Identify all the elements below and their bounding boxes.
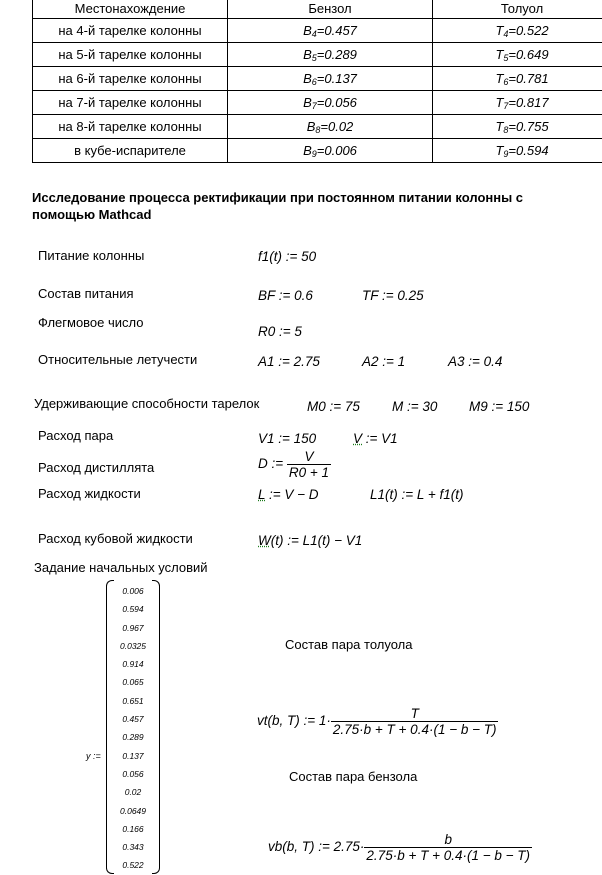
benzene-value: =0.137 [317, 71, 357, 86]
y-vector-item: 0.914 [114, 655, 152, 673]
y-vector[interactable] [106, 580, 160, 868]
benzene-value: =0.289 [317, 47, 357, 62]
vt-formula[interactable] [257, 706, 498, 737]
y-vector-item: 0.02 [114, 783, 152, 801]
l-rhs: := V − D [265, 487, 318, 502]
distillate-label: Расход дистиллята [38, 460, 154, 475]
toluene-cell [433, 139, 602, 163]
r0-formula[interactable]: R0 := 5 [258, 324, 302, 339]
toluene-symbol: T [495, 71, 503, 86]
location-cell: на 6-й тарелке колонны [33, 67, 228, 91]
y-vector-item: 0.457 [114, 710, 152, 728]
location-cell: на 4-й тарелке колонны [33, 19, 228, 43]
toluene-subscript: 7 [503, 101, 508, 111]
y-vector-item: 0.056 [114, 765, 152, 783]
m9-formula[interactable]: M9 := 150 [469, 399, 529, 414]
vt-fraction [331, 706, 499, 737]
w-symbol: W [258, 533, 271, 548]
y-vector-item: 0.594 [114, 600, 152, 618]
vt-denominator: 2.75·b + T + 0.4·(1 − b − T) [331, 721, 499, 737]
l-formula[interactable] [258, 487, 319, 502]
vapor-flow-label: Расход пара [38, 428, 113, 443]
toluene-symbol: T [495, 119, 503, 134]
initial-conditions-label: Задание начальных условий [34, 560, 208, 575]
y-vector-item: 0.166 [114, 820, 152, 838]
benzene-subscript: 5 [312, 53, 317, 63]
toluene-cell [433, 91, 602, 115]
toluene-cell [433, 67, 602, 91]
toluene-value: =0.755 [508, 119, 548, 134]
y-vector-items [114, 582, 152, 875]
y-vector-item: 0.006 [114, 582, 152, 600]
w-formula[interactable] [258, 533, 362, 548]
heading-line-1: Исследование процесса ректификации при постоянном питании колонны с [32, 189, 523, 206]
table-row [33, 67, 602, 91]
y-vector-item: 0.522 [114, 856, 152, 874]
toluene-subscript: 9 [503, 149, 508, 159]
vt-lhs: vt(b, T) := 1· [257, 713, 331, 728]
y-vector-item: 0.967 [114, 619, 152, 637]
toluene-subscript: 5 [503, 53, 508, 63]
d-numerator: V [287, 449, 331, 464]
m0-formula[interactable]: M0 := 75 [307, 399, 360, 414]
d-fraction [287, 449, 331, 480]
vector-bracket-right [152, 580, 160, 874]
tf-formula[interactable]: TF := 0.25 [362, 288, 424, 303]
toluene-symbol: T [495, 47, 503, 62]
a1-formula[interactable]: A1 := 2.75 [258, 354, 320, 369]
toluene-value: =0.781 [508, 71, 548, 86]
a2-formula[interactable]: A2 := 1 [362, 354, 405, 369]
y-vector-item: 0.0649 [114, 802, 152, 820]
reflux-ratio-label: Флегмовое число [38, 315, 144, 330]
benzene-value: =0.056 [317, 95, 357, 110]
location-cell: на 5-й тарелке колонны [33, 43, 228, 67]
toluene-value: =0.649 [508, 47, 548, 62]
benzene-symbol: B [303, 95, 312, 110]
y-vector-item: 0.289 [114, 728, 152, 746]
toluene-value: =0.594 [508, 143, 548, 158]
vb-numerator: b [364, 832, 532, 847]
v-rhs: := V1 [362, 431, 398, 446]
benzene-vapor-title: Состав пара бензола [289, 769, 417, 784]
table-row [33, 91, 602, 115]
holdup-label: Удерживающие способности тарелок [34, 396, 259, 411]
section-heading [32, 189, 523, 223]
d-formula[interactable] [258, 449, 331, 480]
v-symbol: V [353, 431, 362, 446]
benzene-subscript: 4 [312, 29, 317, 39]
location-cell: в кубе-испарителе [33, 139, 228, 163]
d-lhs: D := [258, 456, 287, 471]
benzene-cell [228, 91, 433, 115]
a3-formula[interactable]: A3 := 0.4 [448, 354, 502, 369]
header-location: Местонахождение [33, 0, 228, 19]
location-cell: на 8-й тарелке колонны [33, 115, 228, 139]
toluene-cell [433, 19, 602, 43]
toluene-vapor-title: Состав пара толуола [285, 637, 412, 652]
toluene-cell [433, 115, 602, 139]
y-vector-item: 0.651 [114, 692, 152, 710]
benzene-subscript: 9 [312, 149, 317, 159]
toluene-value: =0.522 [508, 23, 548, 38]
benzene-cell [228, 43, 433, 67]
toluene-subscript: 6 [503, 77, 508, 87]
l-symbol: L [258, 487, 265, 502]
y-vector-item: 0.065 [114, 673, 152, 691]
benzene-symbol: B [303, 47, 312, 62]
toluene-symbol: T [495, 23, 503, 38]
toluene-subscript: 8 [503, 125, 508, 135]
benzene-cell [228, 139, 433, 163]
benzene-cell [228, 115, 433, 139]
bf-formula[interactable]: BF := 0.6 [258, 288, 313, 303]
header-benzene: Бензол [228, 0, 433, 19]
table-header-row [33, 0, 602, 19]
benzene-cell [228, 19, 433, 43]
benzene-symbol: B [303, 71, 312, 86]
l1-formula[interactable]: L1(t) := L + f1(t) [370, 487, 464, 502]
feed-formula[interactable]: f1(t) := 50 [258, 249, 316, 264]
vb-fraction [364, 832, 532, 863]
feed-composition-label: Состав питания [38, 286, 134, 301]
benzene-subscript: 7 [312, 101, 317, 111]
y-vector-item: 0.343 [114, 838, 152, 856]
vb-denominator: 2.75·b + T + 0.4·(1 − b − T) [364, 847, 532, 863]
bottoms-flow-label: Расход кубовой жидкости [38, 531, 193, 546]
benzene-value: =0.457 [317, 23, 357, 38]
w-rhs: (t) := L1(t) − V1 [271, 533, 363, 548]
table-row [33, 115, 602, 139]
y-vector-item: 0.0325 [114, 637, 152, 655]
benzene-cell [228, 67, 433, 91]
d-denominator: R0 + 1 [287, 464, 331, 480]
benzene-symbol: B [307, 119, 316, 134]
benzene-subscript: 8 [315, 125, 320, 135]
toluene-value: =0.817 [508, 95, 548, 110]
vt-numerator: T [331, 706, 499, 721]
table-row [33, 139, 602, 163]
y-label: y := [86, 751, 101, 761]
benzene-subscript: 6 [312, 77, 317, 87]
benzene-symbol: B [303, 23, 312, 38]
toluene-cell [433, 43, 602, 67]
table-row [33, 19, 602, 43]
composition-table [32, 0, 602, 163]
benzene-value: =0.02 [320, 119, 353, 134]
benzene-value: =0.006 [317, 143, 357, 158]
liquid-flow-label: Расход жидкости [38, 486, 141, 501]
header-toluene: Толуол [433, 0, 602, 19]
v1-formula[interactable]: V1 := 150 [258, 431, 316, 446]
vector-bracket-left [106, 580, 114, 874]
volatility-label: Относительные летучести [38, 352, 197, 367]
vb-formula[interactable] [268, 832, 532, 863]
heading-line-2: помощью Mathcad [32, 206, 523, 223]
toluene-symbol: T [495, 143, 503, 158]
vb-lhs: vb(b, T) := 2.75· [268, 839, 364, 854]
table-row [33, 43, 602, 67]
v-formula[interactable] [353, 431, 398, 446]
benzene-symbol: B [303, 143, 312, 158]
m-formula[interactable]: M := 30 [392, 399, 437, 414]
toluene-subscript: 4 [503, 29, 508, 39]
location-cell: на 7-й тарелке колонны [33, 91, 228, 115]
toluene-symbol: T [495, 95, 503, 110]
y-vector-item: 0.137 [114, 747, 152, 765]
feed-label: Питание колонны [38, 248, 144, 263]
